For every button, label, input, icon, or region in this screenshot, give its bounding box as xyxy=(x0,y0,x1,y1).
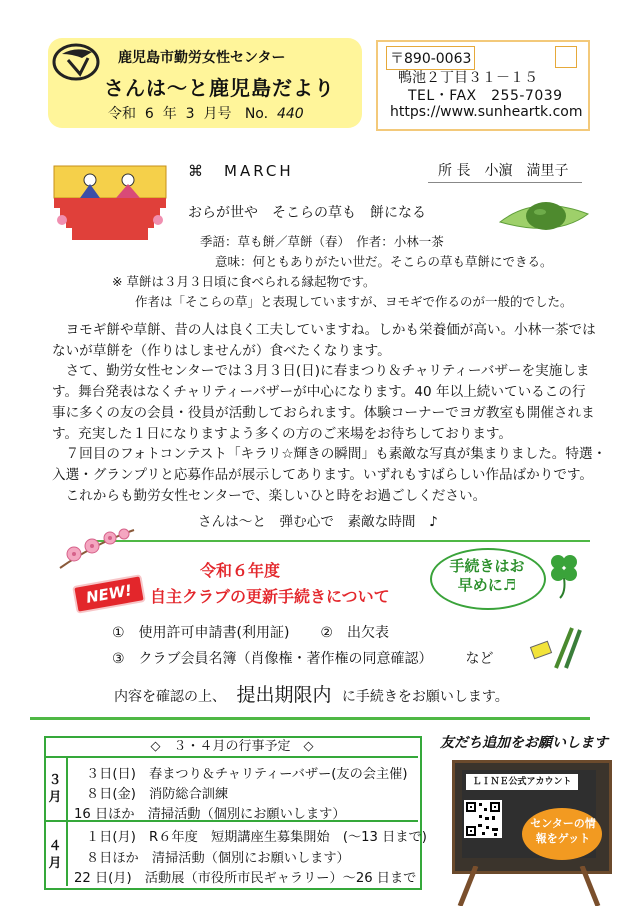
body-line: これからも勤労女性センターで、楽しいひと時をお過ごしください。 xyxy=(52,487,487,504)
schedule-event: ３日(日) 春まつり＆チャリティーバザー(友の会主催) xyxy=(86,767,408,782)
stamp-box xyxy=(555,46,577,68)
schedule-event: 22 日(月) 活動展（市役所市民ギャラリー）～26 日まで xyxy=(74,871,417,886)
line-add-heading: 友だち追加をお願いします xyxy=(440,735,608,751)
doc-usage-permit: ① 使用許可申請書(利用証) xyxy=(112,625,290,641)
section-divider xyxy=(94,540,590,542)
section-divider xyxy=(30,717,590,720)
club-title-line-2: 自主クラブの更新手続きについて xyxy=(150,587,390,606)
organization-name: 鹿児島市勤労女性センター xyxy=(118,50,286,66)
clover-icon xyxy=(546,548,582,600)
body-line: 入選・グランプリと応募作品が展示してあります。いずれもすばらしい作品ばかりです。 xyxy=(52,466,594,483)
line-account-label: ＬＩＮＥ公式アカウント xyxy=(466,774,578,790)
note-line-2: 作者は「そこらの草」と表現していますが、ヨモギで作るのが一般的でした。 xyxy=(135,294,573,309)
issue-month: 3 xyxy=(185,106,195,122)
tel-fax: TEL・FAX 255-7039 xyxy=(408,88,563,104)
issue-era: 令和 xyxy=(108,106,136,122)
closing-line: さんは～と 弾む心で 素敵な時間 ♪ xyxy=(198,514,438,530)
pencil-eraser-icon xyxy=(528,624,584,670)
kigo-line: 季語：草も餅／草餅（春） 作者：小林一茶 xyxy=(200,234,444,249)
doc-etc: など xyxy=(465,651,494,667)
schedule-event: 16 日ほか 清掃活動（個別にお願いします） xyxy=(74,807,346,822)
confirm-post: に手続きをお願いします。 xyxy=(341,689,509,705)
required-docs-line-2 xyxy=(112,648,493,668)
doc-attendance: ② 出欠表 xyxy=(320,625,389,641)
required-docs-line-1 xyxy=(112,622,389,642)
schedule-title: ◇ ３・４月の行事予定 ◇ xyxy=(46,738,418,758)
issue-year-unit: 年 xyxy=(162,106,177,122)
easel-legs xyxy=(446,866,612,906)
schedule-event: １日(月) R６年度 短期講座生募集開始 (～13 日まで) xyxy=(86,830,427,845)
month-label-april: ４月 xyxy=(48,839,62,871)
director-name: 所 長 小濵 満里子 xyxy=(428,160,582,183)
issue-no-label: No. xyxy=(244,106,269,122)
haiku: おらが世や そこらの草も 餅になる xyxy=(188,205,426,221)
newsletter-title: さんは～と鹿児島だより xyxy=(104,76,335,100)
body-line: ７回目のフォトコンテスト「キラリ☆輝きの瞬間」も素敵な写真が集まりました。特選・ xyxy=(52,446,607,463)
body-line: ヨモギ餅や草餅、昔の人は良く工夫していますね。しかも栄養価が高い。小林一茶では xyxy=(52,322,596,338)
confirm-pre: 内容を確認の上、 xyxy=(114,689,226,705)
month-label-march: ３月 xyxy=(48,773,62,805)
doc-member-list: ③ クラブ会員名簿（肖像権・著作権の同意確認） xyxy=(112,651,433,667)
deadline-emphasis: 提出期限内 xyxy=(236,684,332,706)
postal-code: 〒890-0063 xyxy=(386,46,475,70)
body-text xyxy=(52,320,607,506)
body-line: ないが草餅を（作りはしませんが）食べたくなります。 xyxy=(52,342,391,359)
info-badge-text: センターの情報をゲット xyxy=(530,817,596,845)
qr-code-icon[interactable] xyxy=(464,800,502,838)
body-line: す。舞台発表はなくチャリティーバザーが中心になります。40 年以上続いているこの行 xyxy=(52,384,586,401)
issue-line xyxy=(108,103,304,123)
schedule-event: ８日(金) 消防総合訓練 xyxy=(86,787,229,802)
confirm-instruction xyxy=(114,680,509,707)
issue-month-unit: 月号 xyxy=(203,106,232,122)
bubble-text: 手続きはお早めに♬ xyxy=(449,557,525,594)
body-line: さて、勤労女性センターでは３月３日(日)に春まつり＆チャリティーバザーを実施しま xyxy=(52,363,590,380)
issue-year: 6 xyxy=(144,106,154,122)
march-heading: ⌘ MARCH xyxy=(188,162,294,180)
website-link[interactable]: https://www.sunheartk.com xyxy=(390,104,583,120)
street-address: 鴨池２丁目３１－１５ xyxy=(398,70,538,86)
cherry-blossom-illustration xyxy=(54,524,138,574)
note-line-1: ※ 草餅は３月３日頃に食べられる縁起物です。 xyxy=(112,274,376,289)
schedule-event: ８日ほか 清掃活動（個別にお願いします） xyxy=(86,851,350,866)
issue-number: 440 xyxy=(276,106,304,122)
body-line: 事に多くの友の会員・役員が活動しておられます。体験コーナーでヨガ教室も開催されま xyxy=(52,404,595,421)
new-badge xyxy=(72,574,146,614)
club-title-line-1: 令和６年度 xyxy=(200,561,281,580)
hina-dolls-illustration xyxy=(52,160,168,246)
sunheart-logo xyxy=(52,42,100,82)
kusamochi-illustration xyxy=(496,192,592,242)
body-line: す。充実した１日になりますよう多くの方のご来場をお待ちしております。 xyxy=(52,425,513,442)
meaning-line: 意味：何ともありがたい世だ。そこらの草も草餅にできる。 xyxy=(215,254,553,269)
new-badge-label: NEW! xyxy=(84,581,134,607)
